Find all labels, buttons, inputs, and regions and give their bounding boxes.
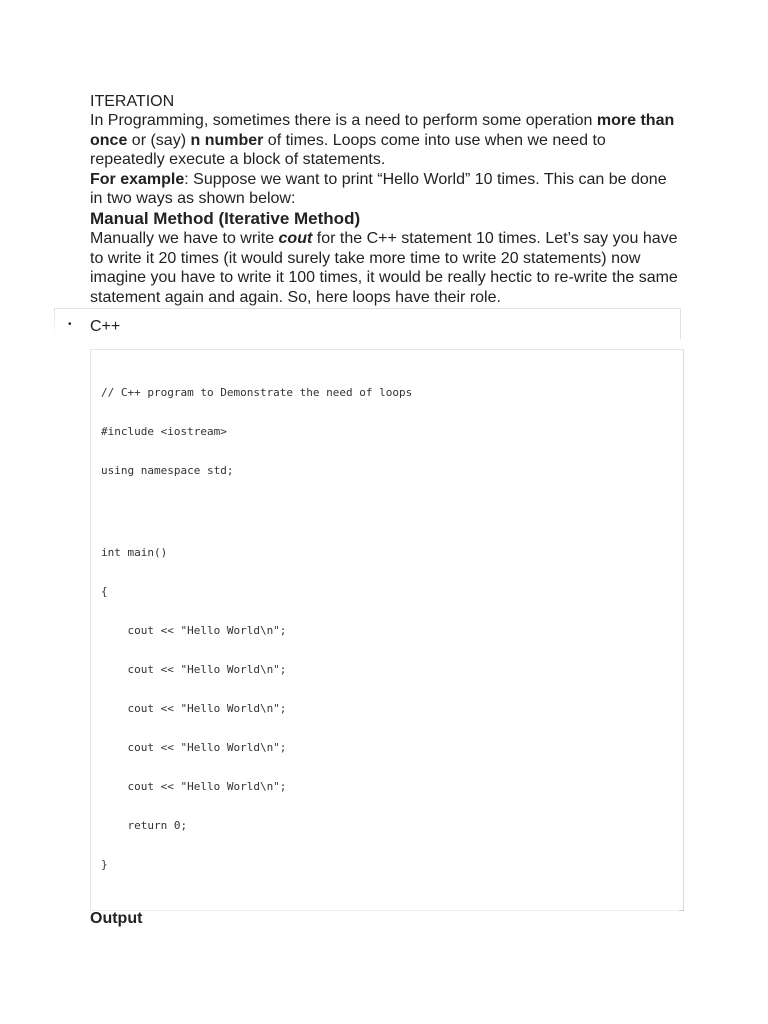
code-block [90,349,684,911]
output-heading: Output [90,910,143,927]
code-line-cout-1: cout << "Hello World\n"; [101,624,287,637]
method-paragraph [90,229,680,307]
intro-text-2: or (say) [127,131,191,149]
article-body [90,92,680,307]
code-line-open-brace: { [101,585,108,598]
method-keyword: cout [278,230,313,248]
code-line-cout-3: cout << "Hello World\n"; [101,702,287,715]
intro-text-3: of times. Loops come into use when we need to repeatedly execute a block of statements. [90,131,606,169]
method-text-2: for the C++ statement 10 times. Let’s say you have to write it 20 times (it would surely take more time to write 20 statements) now imagine you have to write it 100 times, it would be really hectic to re-write the same statement again and again. So, here loops have their role. [90,230,678,306]
section-title: ITERATION [90,93,175,110]
intro-bold-2: n number [190,131,264,149]
code-line-cout-2: cout << "Hello World\n"; [101,663,287,676]
code-line-include: #include <iostream> [101,425,227,438]
code-line-comment: // C++ program to Demonstrate the need of loops [101,386,413,399]
method-text-1: Manually we have to write [90,230,279,248]
code-line-return: return 0; [101,819,188,832]
tabs-frame-edge [54,309,55,339]
tab-bullet: • [68,319,72,330]
intro-paragraph [90,111,680,169]
code-line-cout-5: cout << "Hello World\n"; [101,780,287,793]
intro-text-1: In Programming, sometimes there is a need to perform some operation [90,112,597,130]
method-heading: Manual Method (Iterative Method) [90,209,361,229]
code-line-namespace: using namespace std; [101,464,234,477]
code-line-cout-4: cout << "Hello World\n"; [101,741,287,754]
code-tabs-frame [54,308,681,339]
tab-cpp[interactable]: C++ [90,318,121,335]
code-block-corner [679,906,684,911]
intro-bold-1: more than once [90,112,675,149]
code-line-main: int main() [101,546,168,559]
example-paragraph [90,170,680,209]
example-bold: For example [90,170,185,188]
code-line-close-brace: } [101,858,108,871]
example-text: : Suppose we want to print “Hello World” 10 times. This can be done in two ways as shown below: [90,170,667,208]
